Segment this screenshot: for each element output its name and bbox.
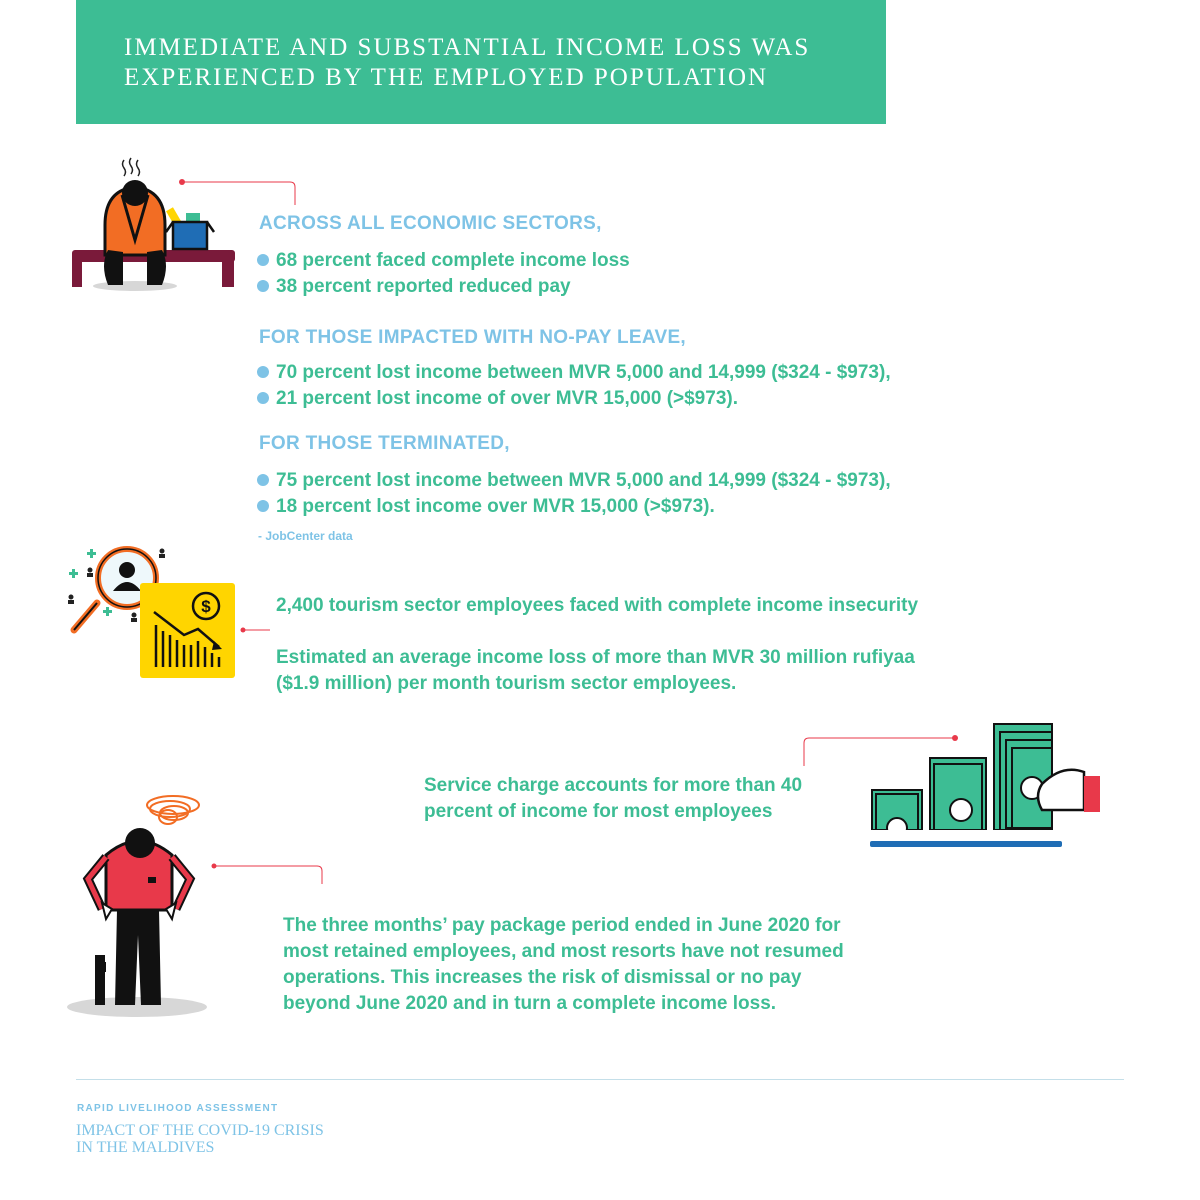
banner-title-line-1: IMMEDIATE AND SUBSTANTIAL INCOME LOSS WAS (124, 34, 811, 61)
connector-line-2 (238, 624, 272, 636)
bullet-text: 18 percent lost income over MVR 15,000 (>$973). (276, 496, 715, 517)
pay-package-line-3: operations. This increases the risk of dismissal or no pay (283, 967, 802, 988)
bullet-item (257, 494, 715, 520)
bullet-item (257, 248, 630, 274)
money-stacks-illustration (866, 720, 1102, 852)
bullet-dot-icon (257, 280, 269, 292)
no-pay-leave-heading: FOR THOSE IMPACTED WITH NO-PAY LEAVE, (259, 327, 687, 348)
connector-line-4 (208, 860, 326, 886)
tourism-income-loss-line-2: ($1.9 million) per month tourism sector employees. (276, 673, 737, 694)
title-banner (76, 0, 886, 124)
footer-title-line-2: IN THE MALDIVES (76, 1139, 215, 1156)
banner-title-line-2: EXPERIENCED BY THE EMPLOYED POPULATION (124, 64, 769, 91)
bullet-item (257, 360, 891, 386)
base-bar (870, 841, 1062, 847)
connector-line-1 (178, 177, 303, 209)
bullet-text: 70 percent lost income between MVR 5,000 and 14,999 ($324 - $973), (276, 362, 891, 383)
bullet-text: 68 percent faced complete income loss (276, 250, 630, 271)
svg-text:$: $ (201, 597, 211, 616)
bullet-text: 21 percent lost income of over MVR 15,000 (>$973). (276, 388, 738, 409)
service-charge-line-2: percent of income for most employees (424, 801, 773, 822)
bullet-dot-icon (257, 392, 269, 404)
terminated-heading: FOR THOSE TERMINATED, (259, 433, 510, 454)
bullet-item (257, 468, 891, 494)
all-sectors-heading: ACROSS ALL ECONOMIC SECTORS, (259, 213, 602, 234)
bullet-dot-icon (257, 366, 269, 378)
empty-pockets-person-illustration (62, 785, 212, 1020)
pay-package-line-1: The three months’ pay package period ended in June 2020 for (283, 915, 841, 936)
footer-subtitle: RAPID LIVELIHOOD ASSESSMENT (77, 1103, 279, 1114)
bullet-item (257, 274, 571, 300)
footer-divider (76, 1079, 1124, 1080)
bullet-text: 38 percent reported reduced pay (276, 276, 571, 297)
pay-package-line-2: most retained employees, and most resorts have not resumed (283, 941, 844, 962)
bullet-dot-icon (257, 474, 269, 486)
service-charge-line-1: Service charge accounts for more than 40 (424, 775, 803, 796)
bullet-text: 75 percent lost income between MVR 5,000 and 14,999 ($324 - $973), (276, 470, 891, 491)
bullet-dot-icon (257, 500, 269, 512)
footer-title-line-1: IMPACT OF THE COVID-19 CRISIS (76, 1122, 324, 1139)
pay-package-line-4: beyond June 2020 and in turn a complete income loss. (283, 993, 777, 1014)
steam-icon (123, 158, 140, 176)
source-note: - JobCenter data (258, 529, 353, 543)
tourism-income-loss-line-1: Estimated an average income loss of more than MVR 30 million rufiyaa (276, 647, 915, 668)
worried-worker-bench-illustration (70, 155, 245, 295)
bullet-item (257, 386, 738, 412)
tourism-employees-text: 2,400 tourism sector employees faced with complete income insecurity (276, 595, 919, 616)
bullet-dot-icon (257, 254, 269, 266)
magnifier-declining-chart-illustration (64, 545, 240, 681)
frustration-scribble-icon (147, 796, 199, 824)
